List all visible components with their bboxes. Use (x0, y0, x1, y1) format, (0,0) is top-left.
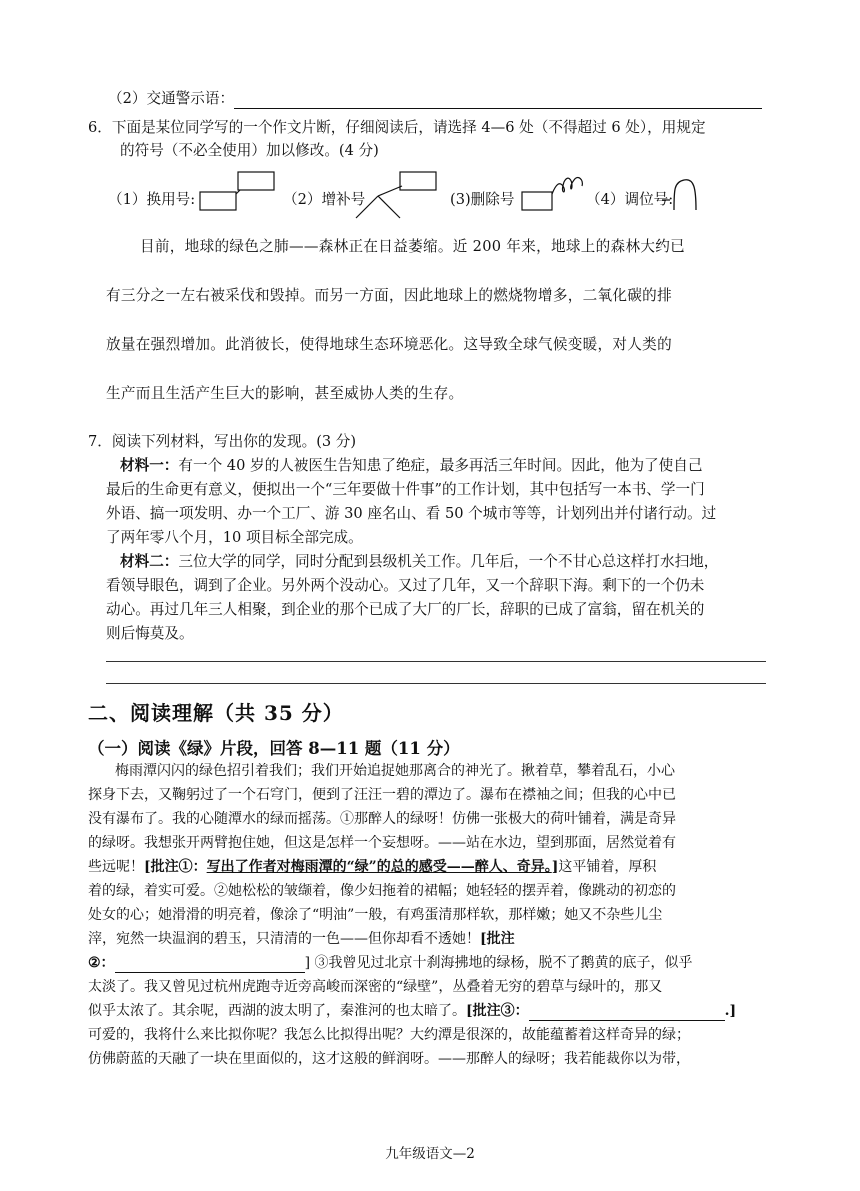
annotation3-blank[interactable] (529, 1005, 725, 1021)
material2-label: 材料二： (120, 553, 179, 570)
annotation3-label: [批注③： (466, 1003, 529, 1019)
symbol-delete-label: (3)删除号 (450, 191, 515, 208)
green-line: 探身下去，又鞠躬过了一个石穹门，便到了汪汪一碧的潭边了。瀑布在襟袖之间；但我的心中已 (88, 787, 676, 803)
green-text: 似乎太浓了。其余呢，西湖的波太明了，秦淮河的也太暗了。 (88, 1003, 466, 1019)
symbol-transpose-label: （4）调位号: (586, 191, 674, 208)
q6-stem-line2: 的符号（不必全使用）加以修改。(4 分) (120, 142, 379, 159)
material1-line: 外语、搞一项发明、办一个工厂、游 30 座名山、看 50 个城市等等，计划列出并付诸行动。过 (106, 505, 717, 522)
q7-answer-line-1[interactable] (106, 661, 766, 662)
q6-passage-line: 放量在强烈增加。此消彼长，使得地球生态环境恶化。这导致全球气候变暖，对人类的 (106, 336, 672, 353)
q6-stem-line1: 6．下面是某位同学写的一个作文片断，仔细阅读后，请选择 4—6 处（不得超过 6 处），用规定 (88, 119, 706, 136)
correction-symbols (108, 170, 728, 220)
q7-material2-line1 (120, 552, 718, 572)
green-line: 着的绿，着实可爱。②她松松的皱缬着，像少妇拖着的裙幅；她轻轻的摆弄着，像跳动的初恋的 (88, 883, 676, 899)
page-footer: 九年级语文—2 (385, 1146, 475, 1162)
green-line: 梅雨潭闪闪的绿色招引着我们；我们开始追捉她那离合的神光了。揪着草，攀着乱石，小心 (115, 763, 675, 779)
annotation2-label: [批注 (480, 931, 515, 947)
green-text: 这平铺着，厚积 (558, 859, 657, 875)
green-line: 没有瀑布了。我的心随潭水的绿而摇荡。①那醉人的绿呀！仿佛一张极大的荷叶铺着，满是奇异 (88, 811, 676, 827)
material1-line: 最后的生命更有意义，便拟出一个“三年要做十件事”的工作计划，其中包括写一本书、学一门 (106, 481, 705, 498)
annotation2-number: ②： (88, 955, 115, 971)
replace-mark-icon (198, 170, 278, 216)
material1-label: 材料一： (120, 457, 179, 474)
green-line: 处女的心；她滑滑的明亮着，像涂了“明油”一般，有鸡蛋清那样软，那样嫩；她又不杂些儿尘 (88, 907, 663, 923)
q5-item2 (108, 89, 762, 109)
material1-text: 有一个 40 岁的人被医生告知患了绝症，最多再活三年时间。因此，他为了使自己 (178, 457, 703, 474)
annotation1-close: ] (551, 859, 559, 875)
section2-title: 二、阅读理解（共 35 分） (88, 701, 344, 725)
green-line-annotation2 (88, 953, 692, 973)
material1-line: 了两年零八个月，10 项目标全部完成。 (106, 529, 363, 546)
green-text: 滓，宛然一块温润的碧玉，只清清的一色——但你却看不透她！ (88, 931, 480, 947)
green-text: 些远呢！ (88, 859, 144, 875)
transpose-mark-icon (660, 170, 720, 216)
green-line: 太淡了。我又曾见过杭州虎跑寺近旁高峻而深密的“绿壁”，丛叠着无穷的碧草与绿叶的，那又 (88, 979, 663, 995)
material2-line: 则后悔莫及。 (106, 625, 194, 642)
q5-answer-line[interactable] (234, 92, 762, 109)
annotation1-text: 写出了作者对梅雨潭的“绿”的总的感受——醉人、奇异。 (206, 859, 552, 875)
symbol-insert-label: （2）增补号 (283, 191, 366, 208)
q6-passage-line: 目前，地球的绿色之肺——森林正在日益萎缩。近 200 年来，地球上的森林大约已 (140, 238, 686, 255)
green-text: ] ③我曾见过北京十刹海拂地的绿杨，脱不了鹅黄的底子，似乎 (304, 955, 693, 971)
material2-line: 看领导眼色，调到了企业。另外两个没动心。又过了几年，又一个辞职下海。剩下的一个仍未 (106, 577, 705, 594)
q7-stem: 7．阅读下列材料，写出你的发现。(3 分) (88, 433, 357, 450)
green-line: 的绿呀。我想张开两臂抱住她，但这是怎样一个妄想呀。——站在水边，望到那面，居然觉着有 (88, 835, 676, 851)
material2-line: 动心。再过几年三人相聚，到企业的那个已成了大厂的厂长，辞职的已成了富翁，留在机关的 (106, 601, 705, 618)
section2-subtitle: （一）阅读《绿》片段，回答 8—11 题（11 分） (88, 739, 460, 758)
q5-item2-label: （2）交通警示语： (108, 90, 235, 107)
green-line-annotation1 (88, 857, 656, 877)
green-line: 仿佛蔚蓝的天融了一块在里面似的，这才这般的鲜润呀。——那醉人的绿呀；我若能裁你以为带， (88, 1051, 690, 1067)
q6-passage-line: 有三分之一左右被采伐和毁掉。而另一方面，因此地球上的燃烧物增多，二氧化碳的排 (106, 287, 672, 304)
annotation3-close: .] (724, 1003, 737, 1019)
annotation1-label: [批注①： (144, 859, 207, 875)
material2-text: 三位大学的同学，同时分配到县级机关工作。几年后，一个不甘心总这样打水扫地， (178, 553, 719, 570)
q7-material1-line1 (120, 456, 702, 476)
green-line-annotation2-start (88, 929, 515, 949)
insert-mark-icon (348, 170, 443, 220)
annotation2-blank[interactable] (115, 957, 305, 973)
delete-mark-icon (520, 170, 595, 216)
green-line-annotation3 (88, 1001, 736, 1021)
q6-passage-line: 生产而且生活产生巨大的影响，甚至威协人类的生存。 (106, 385, 464, 402)
q7-answer-line-2[interactable] (106, 683, 766, 684)
green-line: 可爱的，我将什么来比拟你呢？我怎么比拟得出呢？大约潭是很深的，故能蕴蓄着这样奇异的绿； (88, 1027, 690, 1043)
symbol-replace-label: （1）换用号: (108, 191, 196, 208)
